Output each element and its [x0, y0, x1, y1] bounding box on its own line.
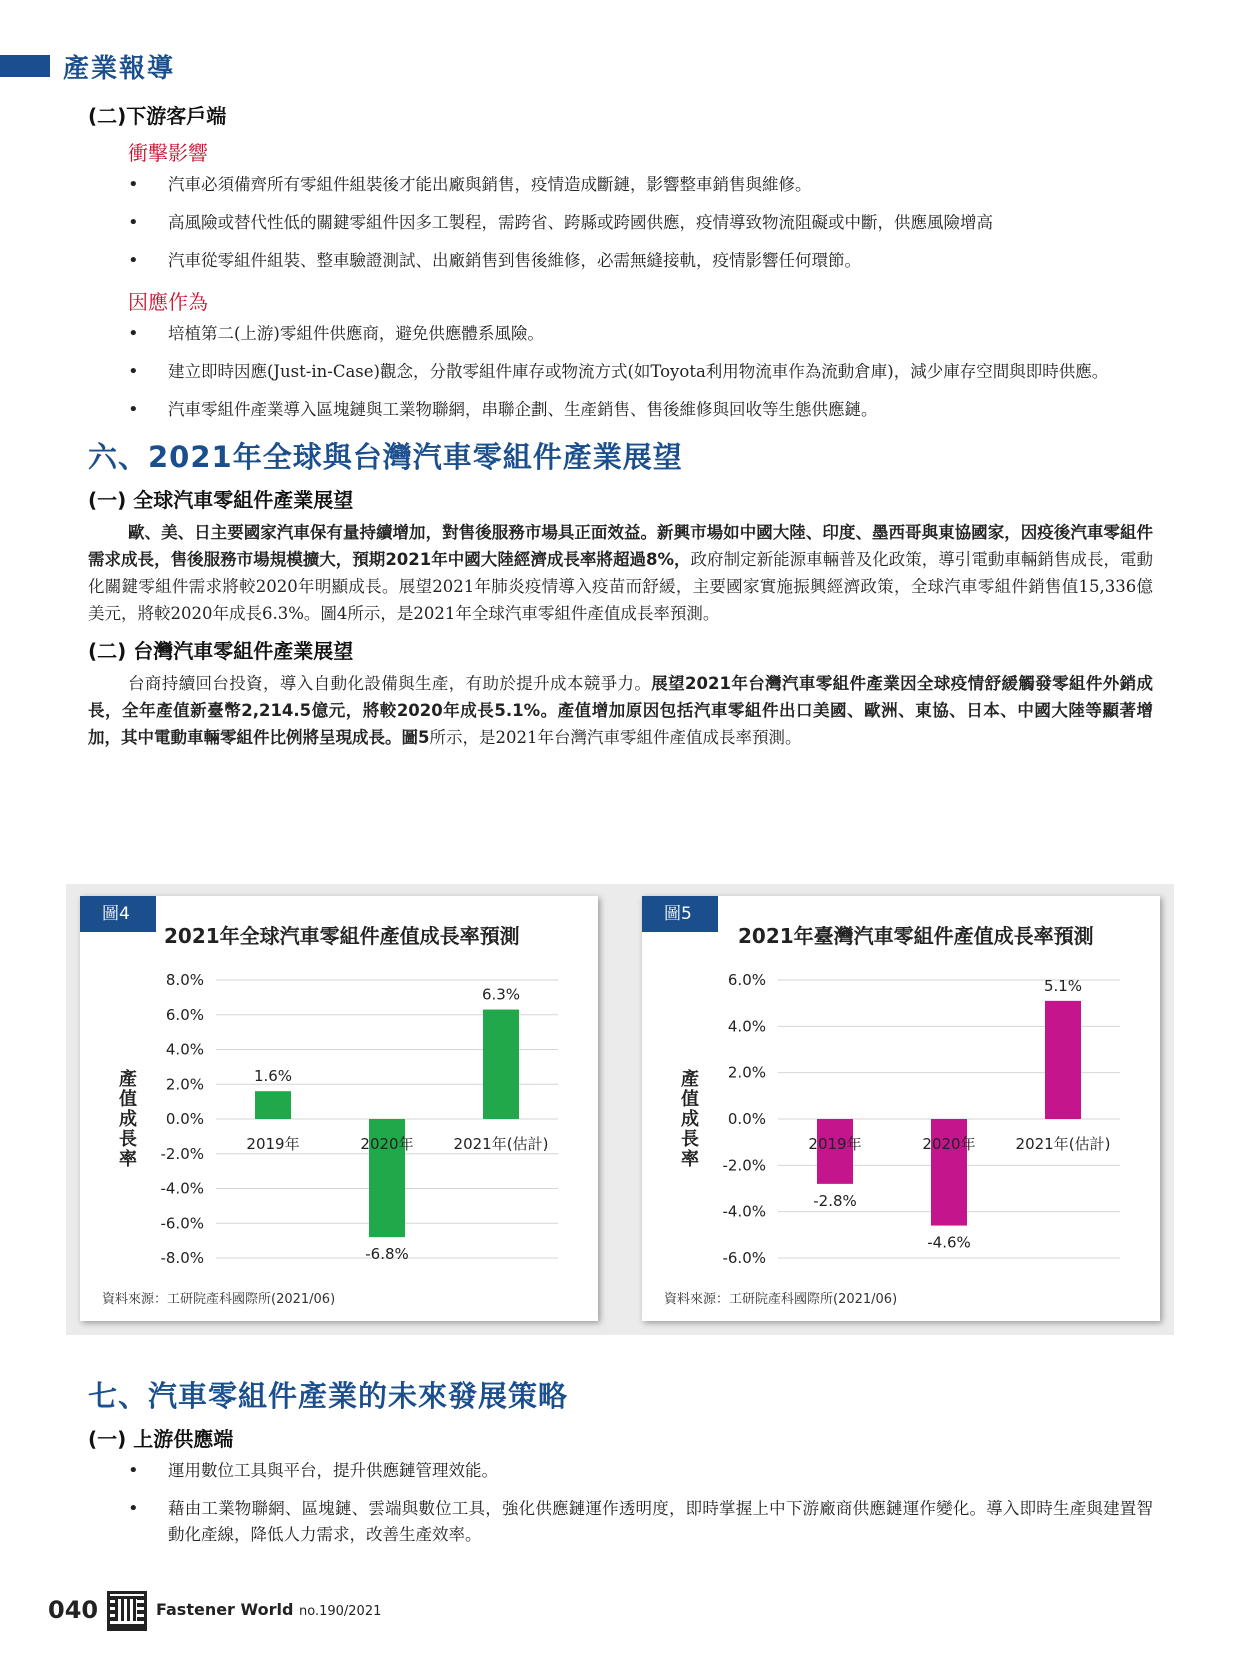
publication-name [156, 1600, 381, 1619]
y-axis-label-char: 長 [681, 1129, 699, 1150]
data-label: 1.6% [253, 1067, 293, 1086]
figure-5-chart [642, 896, 1160, 1321]
article-body [88, 100, 1153, 759]
y-tick-label: 4.0% [727, 1017, 766, 1036]
taiwan-outlook-heading: (二) 台灣汽車零組件產業展望 [88, 639, 354, 663]
bar [255, 1091, 291, 1119]
y-axis-label-char: 產 [681, 1069, 699, 1090]
global-outlook-text: 政府制定新能源車輛普及化政策，導引電動車輛銷售成長，電動化關鍵零組件需求將較2020年明顯成長。展望2021年肺炎疫情導入疫苗而舒緩，主要國家實施振興經濟政策，全球汽車零組件銷售值15,336億美元，將較2020年成長6.3%。圖4所示，是2021年全球汽車零組件產值成長率預測。 [88, 550, 1154, 623]
publication-title: Fastener World [156, 1600, 294, 1619]
taiwan-outlook-bold: 展望2021年台灣汽車零組件產業因全球疫情舒緩觸發零組件外銷成長，全年產值新臺幣2,214.5億元，將較2020年成長5.1%。產值增加原因包括汽車零組件出口美國、歐洲、東協、日本、中國大陸等顯著增加，其中電動車輛零組件比例將呈現成長。圖5 [88, 674, 1153, 747]
data-label: 6.3% [481, 985, 521, 1004]
x-tick-label: 2020年 [922, 1135, 976, 1153]
list-item: • 汽車從零組件組裝、整車驗證測試、出廠銷售到售後維修，必需無縫接軌，疫情影響任何環節。 [88, 248, 1153, 274]
list-item: • 藉由工業物聯網、區塊鏈、雲端與數位工具，強化供應鏈運作透明度，即時掌握上中下游廠商供應鏈運作變化。導入即時生產與建置智動化產線，降低人力需求，改善生產效率。 [88, 1496, 1153, 1548]
header-accent-bar [0, 55, 50, 77]
section-6-heading: 六、2021年全球與台灣汽車零組件產業展望 [88, 440, 683, 474]
bar [483, 1010, 519, 1119]
list-item: • 汽車必須備齊所有零組件組裝後才能出廠與銷售，疫情造成斷鏈，影響整車銷售與維修。 [88, 172, 1153, 198]
list-item: • 高風險或替代性低的關鍵零組件因多工製程，需跨省、跨縣或跨國供應，疫情導致物流阻礙或中斷，供應風險增高 [88, 210, 1153, 236]
x-tick-label: 2020年 [360, 1135, 414, 1153]
y-tick-label: 2.0% [727, 1063, 766, 1082]
y-tick-label: 0.0% [727, 1110, 766, 1128]
data-label: 5.1% [1043, 976, 1083, 995]
global-outlook-bold: 歐、美、日主要國家汽車保有量持續增加，對售後服務市場具正面效益。新興市場如中國大陸、印度、墨西哥與東協國家，因疫後汽車零組件需求成長，售後服務市場規模擴大，預期2021年中國大陸經濟成長率將超過8%， [88, 523, 1153, 569]
x-tick-label: 2021年(估計) [453, 1135, 549, 1153]
taiwan-outlook-paragraph [88, 670, 1153, 751]
y-tick-label: -2.0% [722, 1156, 766, 1175]
list-item: • 建立即時因應(Just-in-Case)觀念，分散零組件庫存或物流方式(如Toyota利用物流車作為流動倉庫)，減少庫存空間與即時供應。 [88, 359, 1153, 385]
y-axis-label-char: 產 [119, 1069, 137, 1090]
data-label: -2.8% [813, 1191, 857, 1210]
y-axis-label-char: 值 [119, 1089, 137, 1110]
data-label: -6.8% [365, 1245, 409, 1264]
figure-4-chart [80, 896, 598, 1321]
upstream-list [88, 1458, 1153, 1548]
figure-4-card [80, 896, 598, 1321]
global-outlook-paragraph [88, 519, 1153, 627]
y-axis-label-char: 長 [119, 1129, 137, 1150]
response-list [88, 321, 1153, 423]
page-number: 040 [48, 1596, 99, 1624]
y-tick-label: 6.0% [165, 1005, 204, 1024]
data-label: -4.6% [927, 1233, 971, 1252]
figure-5-card [642, 896, 1160, 1321]
y-axis-label-char: 率 [681, 1149, 699, 1170]
section-header-title: 產業報導 [63, 54, 176, 84]
x-tick-label: 2019年 [808, 1135, 862, 1153]
y-tick-label: 0.0% [165, 1110, 204, 1128]
y-tick-label: -4.0% [722, 1202, 766, 1221]
y-tick-label: -4.0% [160, 1179, 204, 1198]
figure-4-tag: 圖4 [80, 896, 156, 932]
list-item: • 培植第二(上游)零組件供應商，避免供應體系風險。 [88, 321, 1153, 347]
downstream-heading: (二)下游客戶端 [88, 104, 227, 128]
y-tick-label: -8.0% [160, 1249, 204, 1267]
y-tick-label: -2.0% [160, 1144, 204, 1163]
list-item: • 汽車零組件產業導入區塊鏈與工業物聯網，串聯企劃、生產銷售、售後維修與回收等生態供應鏈。 [88, 397, 1153, 423]
response-heading: 因應作為 [128, 290, 208, 314]
x-tick-label: 2021年(估計) [1015, 1135, 1111, 1153]
figures-panel [66, 884, 1174, 1335]
global-outlook-heading: (一) 全球汽車零組件產業展望 [88, 488, 354, 512]
x-tick-label: 2019年 [246, 1135, 300, 1153]
figure-5-source: 資料來源：工研院產科國際所(2021/06) [664, 1292, 898, 1307]
bar [1045, 1001, 1081, 1119]
list-item: • 運用數位工具與平台，提升供應鏈管理效能。 [88, 1458, 1153, 1484]
taiwan-outlook-text: 所示，是2021年台灣汽車零組件產值成長率預測。 [429, 728, 802, 747]
y-tick-label: 4.0% [165, 1040, 204, 1059]
section-7-heading: 七、汽車零組件產業的未來發展策略 [88, 1379, 569, 1413]
figure-4-source: 資料來源：工研院產科國際所(2021/06) [102, 1292, 336, 1307]
section-7 [88, 1364, 1153, 1560]
y-tick-label: 2.0% [165, 1075, 204, 1094]
impact-list [88, 172, 1153, 274]
y-axis-label-char: 成 [119, 1109, 137, 1130]
y-tick-label: 6.0% [727, 971, 766, 989]
y-axis-label-char: 率 [119, 1149, 137, 1170]
y-axis-label-char: 成 [681, 1109, 699, 1130]
issue-number: no.190/2021 [299, 1604, 382, 1619]
y-tick-label: -6.0% [722, 1249, 766, 1267]
y-tick-label: -6.0% [160, 1214, 204, 1233]
qr-code-icon [107, 1591, 147, 1631]
taiwan-outlook-intro: 台商持續回台投資，導入自動化設備與生產，有助於提升成本競爭力。 [128, 674, 652, 693]
impact-heading: 衝擊影響 [128, 141, 208, 165]
upstream-heading: (一) 上游供應端 [88, 1427, 234, 1451]
y-axis-label-char: 值 [681, 1089, 699, 1110]
figure-5-tag: 圖5 [642, 896, 718, 932]
figure-4-title: 2021年全球汽車零組件產值成長率預測 [164, 924, 520, 948]
y-tick-label: 8.0% [165, 971, 204, 989]
figure-5-title: 2021年臺灣汽車零組件產值成長率預測 [738, 924, 1094, 948]
